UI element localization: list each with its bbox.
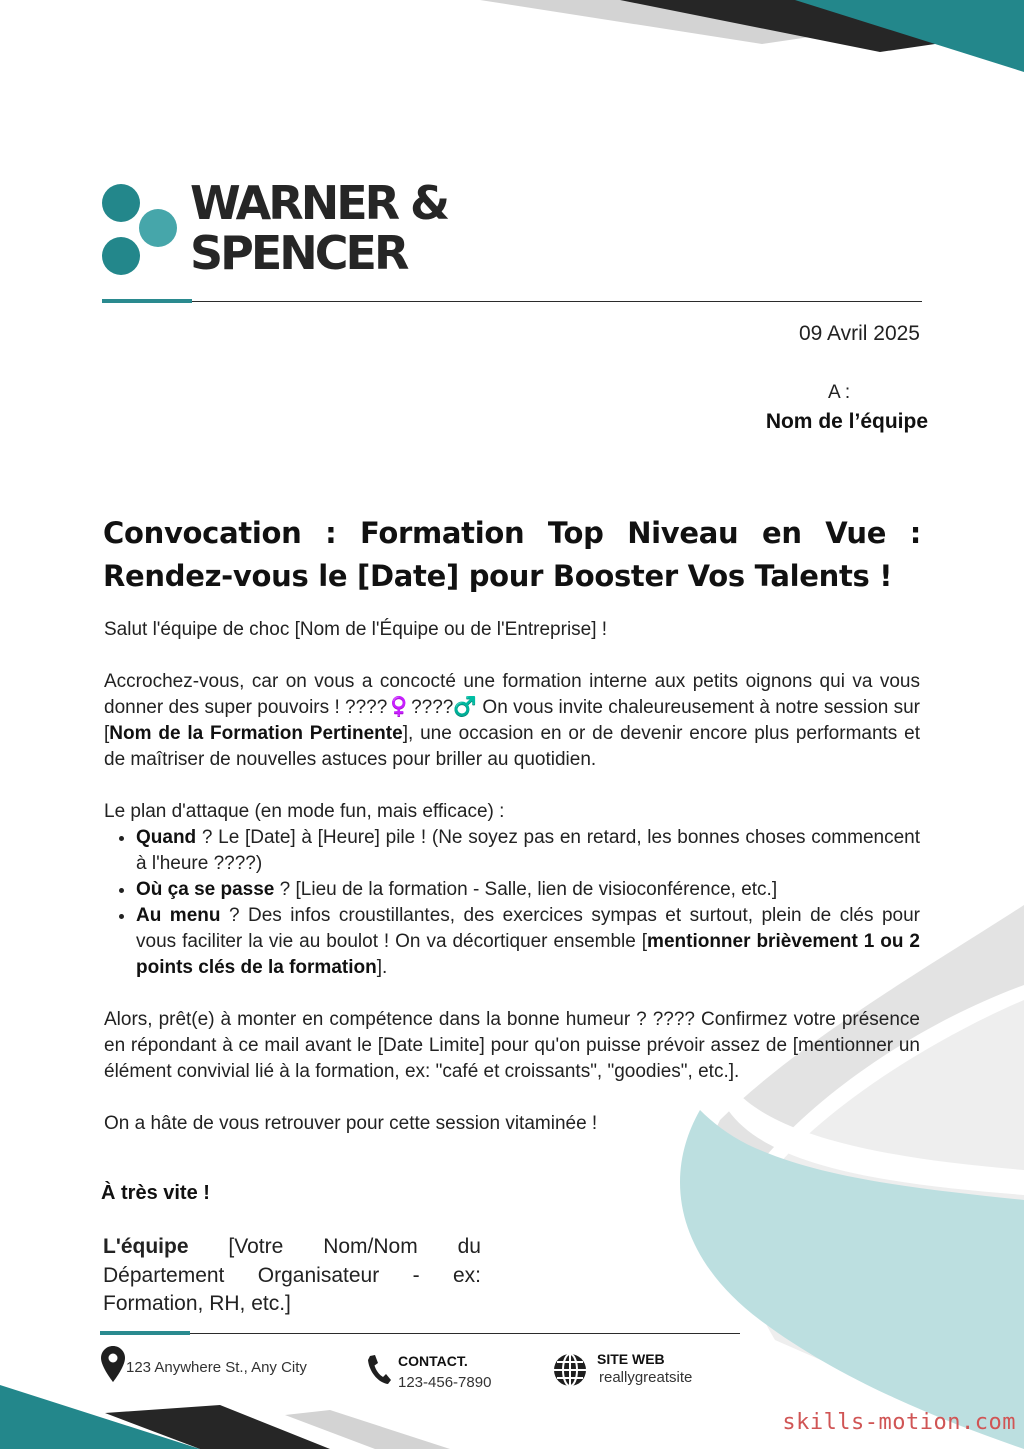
brand-name [190,178,447,278]
web-title: SITE WEB [597,1351,665,1367]
letter-date: 09 Avril 2025 [798,322,920,345]
map-pin-icon [100,1345,126,1383]
watermark: skills-motion.com [782,1410,1016,1435]
bullet-label: Où ça se passe [136,879,275,900]
signature-bold: L'équipe [103,1235,189,1258]
web-link[interactable]: reallygreatsite [599,1369,693,1386]
footer-address: 123 Anywhere St., Any City [126,1359,307,1376]
intro-bold: Nom de la Formation Pertinente [109,723,403,744]
intro-text-1: Accrochez-vous, car on vous a concocté une formation interne aux petits oignons qui va vous donner des super pouvoirs ! ????♀️????♂️ On vous invite chaleureusement à notre session sur [ [104,671,920,744]
bullet-label: Au menu [136,905,221,926]
confirm-paragraph: Alors, prêt(e) à monter en compétence dans la bonne humeur ? ???? Confirmez votre présence en répondant à ce mail avant le [Date Limite] pour qu'on puisse prévoir assez de [mentionner un élément convivial lié à la formation, ex: "café et croissants", "goodies", etc.]. [104,1009,920,1082]
list-item [136,903,920,981]
bullet-text: ? [Lieu de la formation - Salle, lien de visioconférence, etc.] [274,879,778,900]
header-divider-accent [102,299,192,303]
signature-text: [Votre Nom/Nom du Département Organisateur - ex: Formation, RH, etc.] [103,1235,481,1315]
closing: À très vite ! [101,1182,210,1204]
bullet-text: ? Des infos croustillantes, des exercices sympas et surtout, plein de clés pour vous faciliter la vie au boulot ! On va décortiquer ensemble [ [136,905,921,952]
outro-paragraph: On a hâte de vous retrouver pour cette session vitaminée ! [104,1113,598,1134]
letter-title: Convocation : Formation Top Niveau en Vue : Rendez-vous le [Date] pour Booster Vos Talents ! [103,516,921,593]
list-item [136,825,920,877]
intro-text-2: ], une occasion en or de devenir encore plus performants et de maîtriser de nouvelles astuces pour briller au quotidien. [104,723,920,770]
recipient-name: Nom de l’équipe [765,410,928,433]
globe-icon [552,1352,588,1388]
contact-phone[interactable]: 123-456-7890 [398,1374,492,1391]
bullet-bold: mentionner brièvement 1 ou 2 points clés de la formation [136,931,920,978]
phone-icon [366,1354,392,1386]
footer-divider [100,1333,740,1334]
footer-divider-accent [100,1331,190,1335]
greeting: Salut l'équipe de choc [Nom de l'Équipe ou de l'Entreprise] ! [104,619,608,640]
list-item [136,877,920,903]
brand-line-1: WARNER & [190,176,448,230]
bullet-label: Quand [136,827,197,848]
recipient-label: A : [828,382,851,403]
intro-paragraph [104,669,920,773]
bullet-tail: ]. [376,957,388,978]
contact-title: CONTACT. [398,1353,468,1369]
header-divider [102,301,922,302]
plan-list [104,825,920,981]
plan-intro: Le plan d'attaque (en mode fun, mais efficace) : [104,801,505,822]
bullet-text: ? Le [Date] à [Heure] pile ! (Ne soyez pas en retard, les bonnes choses commencent à l'heure ????) [136,827,920,874]
signature [103,1233,481,1319]
brand-line-2: SPENCER [190,226,407,280]
letter-body [104,617,920,1137]
